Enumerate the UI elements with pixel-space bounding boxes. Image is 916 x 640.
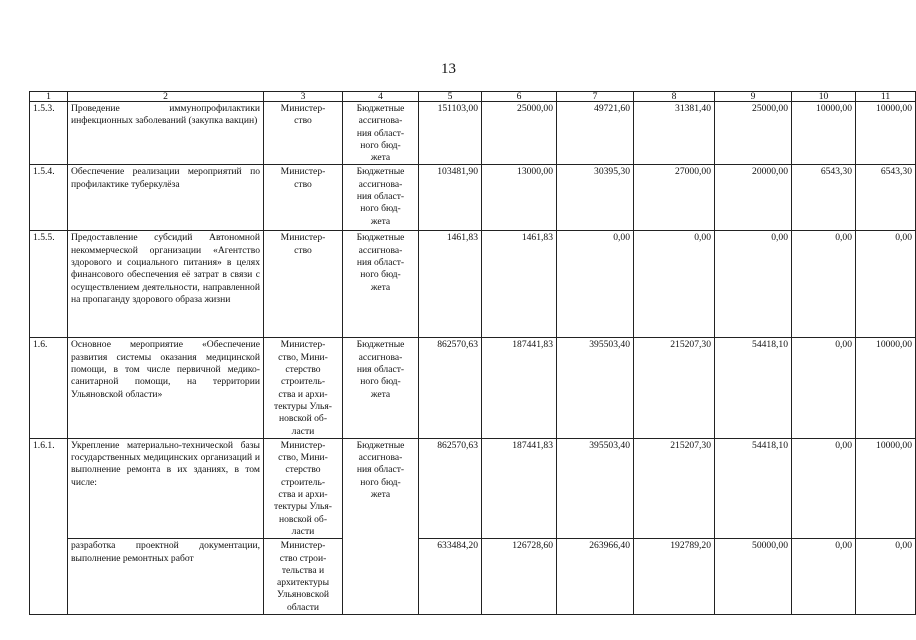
column-header: 2 (68, 92, 264, 102)
table-row (30, 165, 916, 231)
value-cell: 27000,00 (634, 165, 715, 231)
value-cell: 151103,00 (419, 102, 482, 165)
value-cell: 49721,60 (557, 102, 634, 165)
row-executor: Министер- ство (264, 102, 343, 165)
value-cell: 30395,30 (557, 165, 634, 231)
value-cell: 103481,90 (419, 165, 482, 231)
row-funding-source: Бюджетные ассигнова- ния област- ного бюд- жета (343, 438, 419, 614)
column-header: 4 (343, 92, 419, 102)
value-cell: 10000,00 (856, 338, 916, 438)
table-row (30, 102, 916, 165)
row-measure-name: Обеспечение реализации мероприятий по профилактике туберкулёза (68, 165, 264, 231)
value-cell: 25000,00 (482, 102, 557, 165)
value-cell: 126728,60 (482, 539, 557, 615)
row-code: 1.5.5. (30, 231, 68, 338)
value-cell: 187441,83 (482, 338, 557, 438)
row-measure-name: Укрепление материально-технической базы государственных медицинских организаций и выполнение ремонта в их зданиях, в том числе: (68, 438, 264, 538)
value-cell: 50000,00 (715, 539, 792, 615)
table-row (30, 231, 916, 338)
value-cell: 0,00 (792, 438, 856, 538)
row-code: 1.6.1. (30, 438, 68, 614)
value-cell: 0,00 (715, 231, 792, 338)
row-measure-name: Предоставление субсидий Автономной некоммерческой организации «Агентство здорового и социального питания» в целях финансового обеспечения её затрат в связи с осуществлением деятельности, направленной на пропаганду здорового образа жизни (68, 231, 264, 338)
value-cell: 6543,30 (792, 165, 856, 231)
row-executor: Министер- ство (264, 231, 343, 338)
table-row (30, 539, 916, 615)
value-cell: 54418,10 (715, 338, 792, 438)
value-cell: 31381,40 (634, 102, 715, 165)
row-funding-source: Бюджетные ассигнова- ния област- ного бюд- жета (343, 338, 419, 438)
row-measure-name: Проведение иммунопрофилактики инфекционных заболеваний (закупка вакцин) (68, 102, 264, 165)
value-cell: 10000,00 (856, 438, 916, 538)
row-funding-source: Бюджетные ассигнова- ния област- ного бюд- жета (343, 231, 419, 338)
value-cell: 192789,20 (634, 539, 715, 615)
value-cell: 6543,30 (856, 165, 916, 231)
value-cell: 215207,30 (634, 338, 715, 438)
row-funding-source: Бюджетные ассигнова- ния област- ного бюд- жета (343, 165, 419, 231)
value-cell: 0,00 (557, 231, 634, 338)
row-executor: Министер- ство строи- тельства и архитектуры Ульяновской области (264, 539, 343, 615)
column-header: 10 (792, 92, 856, 102)
budget-table (29, 91, 916, 615)
row-code: 1.5.4. (30, 165, 68, 231)
value-cell: 0,00 (792, 231, 856, 338)
value-cell: 25000,00 (715, 102, 792, 165)
value-cell: 54418,10 (715, 438, 792, 538)
value-cell: 10000,00 (856, 102, 916, 165)
value-cell: 633484,20 (419, 539, 482, 615)
value-cell: 263966,40 (557, 539, 634, 615)
value-cell: 395503,40 (557, 338, 634, 438)
row-code: 1.6. (30, 338, 68, 438)
value-cell: 187441,83 (482, 438, 557, 538)
row-measure-name: Основное мероприятие «Обеспечение развития системы оказания медицинской помощи, в том числе первичной медико-санитарной помощи, на территории Ульяновской области» (68, 338, 264, 438)
column-header: 3 (264, 92, 343, 102)
row-code: 1.5.3. (30, 102, 68, 165)
value-cell: 862570,63 (419, 438, 482, 538)
column-header: 6 (482, 92, 557, 102)
value-cell: 215207,30 (634, 438, 715, 538)
value-cell: 0,00 (634, 231, 715, 338)
value-cell: 395503,40 (557, 438, 634, 538)
table-row (30, 338, 916, 438)
row-funding-source: Бюджетные ассигнова- ния област- ного бюд- жета (343, 102, 419, 165)
value-cell: 0,00 (792, 338, 856, 438)
table-header-row (30, 92, 916, 102)
value-cell: 0,00 (792, 539, 856, 615)
column-header: 7 (557, 92, 634, 102)
value-cell: 0,00 (856, 231, 916, 338)
value-cell: 1461,83 (419, 231, 482, 338)
column-header: 11 (856, 92, 916, 102)
column-header: 8 (634, 92, 715, 102)
column-header: 1 (30, 92, 68, 102)
page-number: 13 (441, 61, 456, 77)
table-row (30, 438, 916, 538)
value-cell: 0,00 (856, 539, 916, 615)
value-cell: 13000,00 (482, 165, 557, 231)
value-cell: 862570,63 (419, 338, 482, 438)
row-measure-name: разработка проектной документации, выполнение ремонтных работ (68, 539, 264, 615)
column-header: 9 (715, 92, 792, 102)
value-cell: 1461,83 (482, 231, 557, 338)
column-header: 5 (419, 92, 482, 102)
row-executor: Министер- ство, Мини- стерство строитель- ства и архи- тектуры Улья- новской об- ласти (264, 438, 343, 538)
value-cell: 10000,00 (792, 102, 856, 165)
value-cell: 20000,00 (715, 165, 792, 231)
row-executor: Министер- ство (264, 165, 343, 231)
row-executor: Министер- ство, Мини- стерство строитель- ства и архи- тектуры Улья- новской об- ласти (264, 338, 343, 438)
